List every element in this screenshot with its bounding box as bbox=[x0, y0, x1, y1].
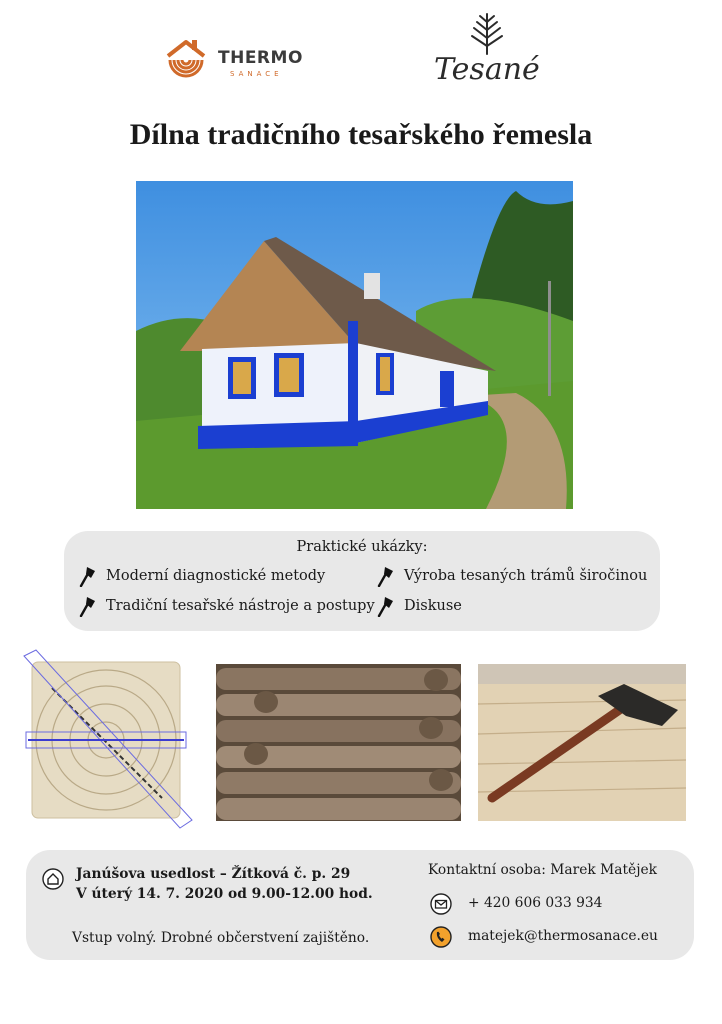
demos-panel bbox=[64, 531, 660, 631]
email-address[interactable]: matejek@thermosanace.eu bbox=[468, 928, 658, 944]
tesane-logo bbox=[432, 12, 542, 90]
demo-item-label: Výroba tesaných trámů širočinou bbox=[404, 568, 648, 584]
wood-scan-photo bbox=[22, 648, 194, 834]
axe-icon bbox=[376, 595, 394, 617]
thermo-logo-word: THERMO bbox=[218, 48, 303, 68]
phone-number[interactable]: + 420 606 033 934 bbox=[468, 895, 603, 911]
venue-line: Janúšova usedlost – Žítková č. p. 29 bbox=[76, 866, 351, 882]
demos-heading: Praktické ukázky: bbox=[296, 539, 428, 555]
demo-item bbox=[78, 595, 375, 617]
axe-icon bbox=[78, 595, 96, 617]
mail-icon bbox=[430, 893, 452, 915]
tesane-logo-word: Tesané bbox=[434, 52, 540, 87]
info-panel bbox=[26, 850, 694, 960]
axe-on-beam-photo bbox=[478, 664, 686, 821]
entry-note: Vstup volný. Drobné občerstvení zajištěno. bbox=[72, 930, 370, 946]
demo-item bbox=[376, 595, 462, 617]
axe-icon bbox=[376, 565, 394, 587]
phone-icon bbox=[430, 926, 452, 948]
thermo-sanace-logo bbox=[162, 36, 312, 86]
thermo-house-icon bbox=[162, 36, 216, 86]
date-line: V úterý 14. 7. 2020 od 9.00-12.00 hod. bbox=[76, 886, 373, 902]
demo-item-label: Moderní diagnostické metody bbox=[106, 568, 326, 584]
demo-item-label: Tradiční tesařské nástroje a postupy bbox=[106, 598, 375, 614]
contact-person: Kontaktní osoba: Marek Matějek bbox=[428, 862, 657, 878]
axe-icon bbox=[78, 565, 96, 587]
house-photo bbox=[136, 181, 573, 509]
demo-item bbox=[376, 565, 647, 587]
thermo-logo-sub: SANACE bbox=[230, 70, 283, 78]
page-title: Dílna tradičního tesařského řemesla bbox=[129, 118, 593, 151]
demo-item-label: Diskuse bbox=[404, 598, 462, 614]
location-icon bbox=[42, 868, 64, 890]
demo-item bbox=[78, 565, 325, 587]
venue-block bbox=[76, 864, 373, 904]
log-wall-photo bbox=[216, 664, 461, 821]
tree-icon bbox=[432, 12, 542, 56]
